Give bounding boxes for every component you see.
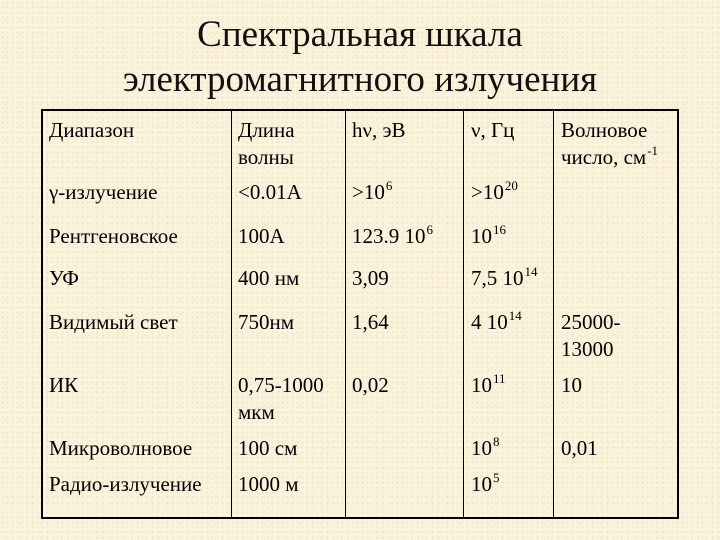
- header-frequency: ν, Гц: [471, 118, 515, 142]
- row-frequency: $10^{16}$: [471, 222, 506, 248]
- row-frequency: 7,5 $10^{14}$: [471, 264, 538, 290]
- slide-title: [0, 12, 720, 102]
- row-frequency: $10^{11}$: [471, 371, 506, 397]
- row-energy: 3,09: [352, 266, 389, 290]
- row-energy: 0,02: [352, 373, 389, 397]
- row-length: <0.01A: [238, 180, 302, 204]
- row-wavenumber-line-1: 25000-: [561, 310, 621, 334]
- row-frequency: 4 $10^{14}$: [471, 308, 522, 334]
- row-range: Радио-излучение: [49, 472, 202, 496]
- row-wavenumber: 10: [561, 373, 582, 397]
- row-frequency: $>10^{20}$: [471, 178, 518, 204]
- column-divider: [345, 111, 346, 517]
- row-wavenumber-line-2: 13000: [561, 337, 614, 361]
- row-range: γ-излучение: [49, 180, 158, 204]
- row-energy: 123.9 $10^6$: [352, 222, 433, 248]
- header-wavenumber-line-1: Волновое: [561, 118, 648, 142]
- row-length: 100 см: [238, 436, 298, 460]
- header-length-line-1: Длина: [238, 118, 295, 142]
- row-range: Видимый свет: [49, 310, 178, 334]
- header-range: Диапазон: [49, 118, 135, 142]
- row-length: 400 нм: [238, 266, 300, 290]
- row-length: 1000 м: [238, 472, 299, 496]
- row-length-line-2: мкм: [238, 400, 275, 424]
- row-range: ИК: [49, 373, 79, 397]
- row-frequency: $10^8$: [471, 434, 500, 460]
- title-line-1: Спектральная шкала: [197, 14, 523, 55]
- row-length-line-1: 0,75-1000: [238, 373, 324, 397]
- column-divider: [231, 111, 232, 517]
- row-wavenumber: 0,01: [561, 436, 598, 460]
- header-energy: hν, эВ: [352, 118, 406, 142]
- header-wavenumber-line-2: число, $см^{-1}$: [561, 143, 659, 169]
- row-frequency: $10^5$: [471, 470, 500, 496]
- row-range: Рентгеновское: [49, 224, 178, 248]
- row-energy: 1,64: [352, 310, 389, 334]
- title-line-2: электромагнитного излучения: [122, 59, 598, 100]
- header-length-line-2: волны: [238, 145, 294, 169]
- row-length: 100A: [238, 224, 285, 248]
- column-divider: [463, 111, 464, 517]
- row-range: Микроволновое: [49, 436, 193, 460]
- row-range: УФ: [49, 266, 79, 290]
- row-energy: $>10^6$: [352, 178, 393, 204]
- row-length: 750нм: [238, 310, 295, 334]
- column-divider: [553, 111, 554, 517]
- spectrum-table: [41, 109, 679, 519]
